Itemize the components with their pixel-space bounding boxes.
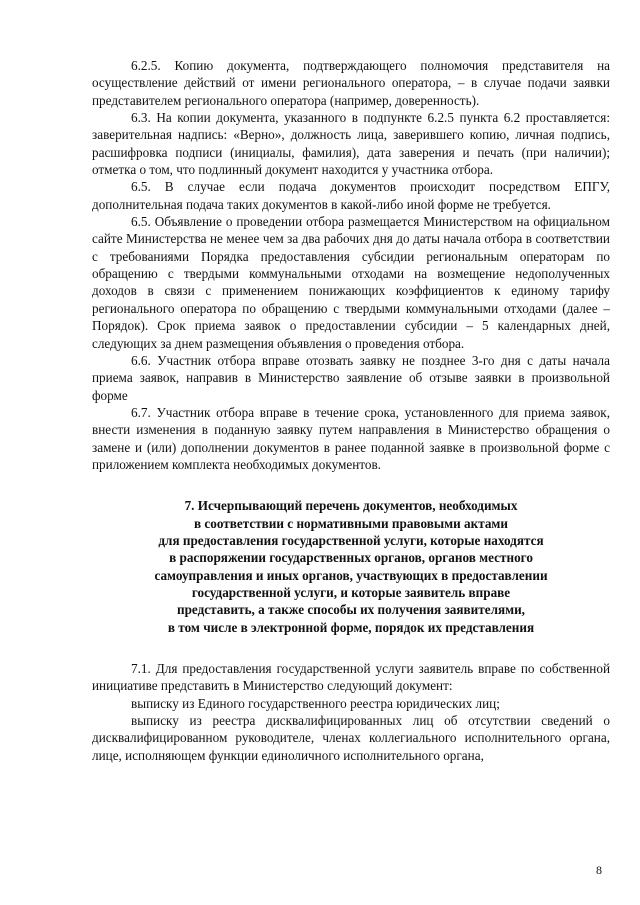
heading-line: государственной услуги, и которые заявитель вправе (191, 584, 511, 600)
heading-line: в том числе в электронной форме, порядок их представления (167, 619, 535, 635)
paragraph-7-1: 7.1. Для предоставления государственной услуги заявитель вправе по собственной инициативе представить в Министерство следующий документ: (92, 661, 610, 694)
heading-line: самоуправления и иных органов, участвующих в предоставлении (154, 567, 548, 583)
spacer (92, 636, 610, 660)
paragraph-6-5-announcement: 6.5. Объявление о проведении отбора размещается Министерством на официальном сайте Министерства не менее чем за два рабочих дня до даты начала отбора в соответствии с требованиями Порядка предоставления субсидии региональным операторам по обращению с твердыми коммунальными отходами на возмещение недополученных доходов в связи с применением понижающих коэффициентов к единому тарифу регионального оператора по обращению с твердыми коммунальными отходами (далее – Порядок). Срок приема заявок о предоставлении субсидии – 5 календарных дней, следующих за днем размещения объявления о проведения отбора. (92, 214, 610, 351)
paragraph-6-5-epgu: 6.5. В случае если подача документов происходит посредством ЕПГУ, дополнительная подача таких документов в какой-либо иной форме не требуется. (92, 179, 610, 212)
section-7-heading (92, 497, 610, 636)
heading-line: 7. Исчерпывающий перечень документов, необходимых (184, 498, 518, 514)
document-body (92, 57, 610, 764)
paragraph-6-2-5: 6.2.5. Копию документа, подтверждающего полномочия представителя на осуществление действий от имени регионального оператора, – в случае подачи заявки представителем регионального оператора (например, доверенность). (92, 58, 610, 108)
paragraph-6-6: 6.6. Участник отбора вправе отозвать заявку не позднее 3-го дня с даты начала приема заявок, направив в Министерство заявление об отзыве заявки в произвольной форме (92, 352, 610, 403)
spacer (92, 473, 610, 497)
page-number: 8 (596, 863, 602, 877)
heading-line: для предоставления государственной услуги, которые находятся (158, 532, 544, 548)
list-item-egrul-extract: выписку из Единого государственного реестра юридических лиц; (131, 695, 500, 711)
paragraph-6-7: 6.7. Участник отбора вправе в течение срока, установленного для приема заявок, внести изменения в поданную заявку путем направления в Министерство обращения о замене и (или) дополнении документов в ранее поданной заявке в произвольной форме с приложением комплекта необходимых документов. (92, 404, 610, 472)
heading-line: в распоряжении государственных органов, органов местного (169, 550, 533, 566)
paragraph-6-3: 6.3. На копии документа, указанного в подпункте 6.2.5 пункта 6.2 проставляется: заверительная надпись: «Верно», должность лица, заверившего копию, личная подпись, расшифровка подписи (инициалы, фамилия), дата заверения и печать (при наличии); отметка о том, что подлинный документ находится у участника отбора. (92, 110, 610, 178)
heading-line: представить, а также способы их получения заявителями, (177, 602, 525, 618)
heading-line: в соответствии с нормативными правовыми актами (193, 515, 509, 531)
list-item-disqualified-registry-extract: выписку из реестра дисквалифицированных лиц об отсутствии сведений о дисквалифицированном руководителе, членах коллегиального исполнительного органа, лице, исполняющем функции единоличного исполнительного органа, (92, 713, 610, 763)
